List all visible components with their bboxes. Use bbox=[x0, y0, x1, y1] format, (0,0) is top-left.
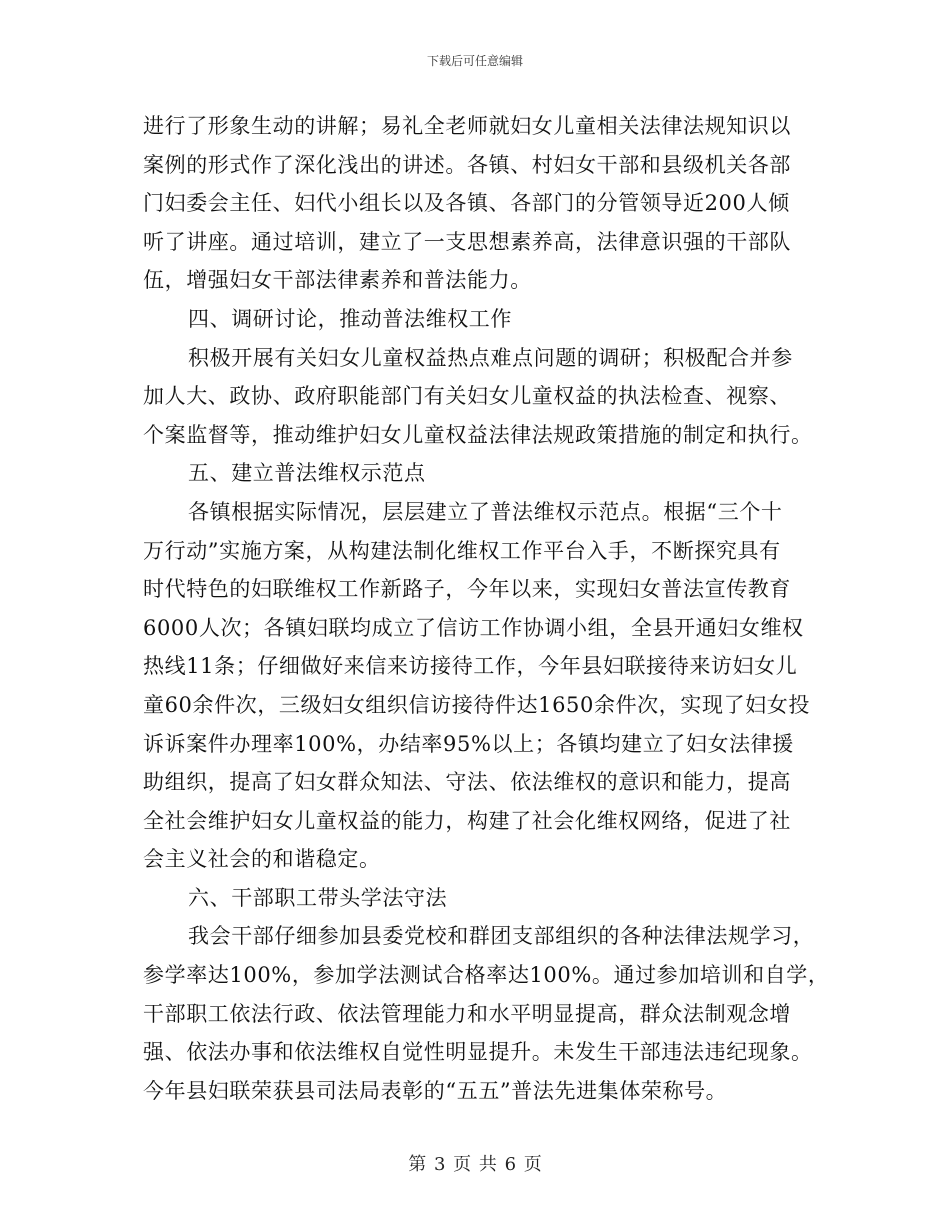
body-line: 童60余件次，三级妇女组织信访接待件达1650余件次，实现了妇女投 bbox=[143, 692, 810, 717]
body-line: 案例的形式作了深化浅出的讲述。各镇、村妇女干部和县级机关各部 bbox=[143, 152, 791, 177]
page-header-note: 下载后可任意编辑 bbox=[426, 54, 523, 68]
body-line: 诉诉案件办理率100%，办结率95%以上；各镇均建立了妇女法律援 bbox=[143, 731, 794, 756]
body-line: 加人大、政协、政府职能部门有关妇女儿童权益的执法检查、视察、 bbox=[143, 384, 791, 409]
page-number: 第 3 页 共 6 页 bbox=[408, 1154, 542, 1175]
document-body bbox=[143, 107, 830, 1110]
body-line: 门妇委会主任、妇代小组长以及各镇、各部门的分管领导近200人倾 bbox=[143, 191, 790, 216]
body-line: 时代特色的妇联维权工作新路子，今年以来，实现妇女普法宣传教育 bbox=[143, 577, 791, 602]
body-line: 强、依法办事和依法维权自觉性明显提升。未发生干部违法违纪现象。 bbox=[143, 1040, 813, 1065]
section-heading-6: 六、干部职工带头学法守法 bbox=[188, 885, 448, 910]
body-line: 热线11条；仔细做好来信来访接待工作，今年县妇联接待来访妇女儿 bbox=[143, 654, 798, 679]
section-heading-5: 五、建立普法维权示范点 bbox=[188, 461, 426, 486]
body-line: 全社会维护妇女儿童权益的能力，构建了社会化维权网络，促进了社 bbox=[143, 808, 791, 833]
body-line: 听了讲座。通过培训，建立了一支思想素养高，法律意识强的干部队 bbox=[143, 229, 791, 254]
paragraph-first-line: 积极开展有关妇女儿童权益热点难点问题的调研；积极配合并参 bbox=[188, 345, 793, 370]
body-line: 伍，增强妇女干部法律素养和普法能力。 bbox=[143, 268, 532, 293]
body-line: 万行动”实施方案，从构建法制化维权工作平台入手，不断探究具有 bbox=[143, 538, 781, 563]
body-line: 参学率达100%，参加学法测试合格率达100%。通过参加培训和自学， bbox=[143, 963, 830, 988]
paragraph-first-line: 各镇根据实际情况，层层建立了普法维权示范点。根据“三个十 bbox=[188, 499, 783, 524]
body-line: 助组织，提高了妇女群众知法、守法、依法维权的意识和能力，提高 bbox=[143, 770, 791, 795]
body-line: 今年县妇联荣获县司法局表彰的“五五”普法先进集体荣称号。 bbox=[143, 1078, 728, 1103]
section-heading-4: 四、调研讨论，推动普法维权工作 bbox=[188, 306, 512, 331]
body-line: 进行了形象生动的讲解；易礼全老师就妇女儿童相关法律法规知识以 bbox=[143, 114, 791, 138]
body-line: 会主义社会的和谐稳定。 bbox=[143, 847, 381, 872]
body-line: 6000人次；各镇妇联均成立了信访工作协调小组，全县开通妇女维权 bbox=[143, 615, 804, 640]
body-line: 个案监督等，推动维护妇女儿童权益法律法规政策措施的制定和执行。 bbox=[143, 422, 813, 447]
body-line: 干部职工依法行政、依法管理能力和水平明显提高，群众法制观念增 bbox=[143, 1001, 791, 1026]
paragraph-first-line: 我会干部仔细参加县委党校和群团支部组织的各种法律法规学习， bbox=[188, 924, 815, 949]
